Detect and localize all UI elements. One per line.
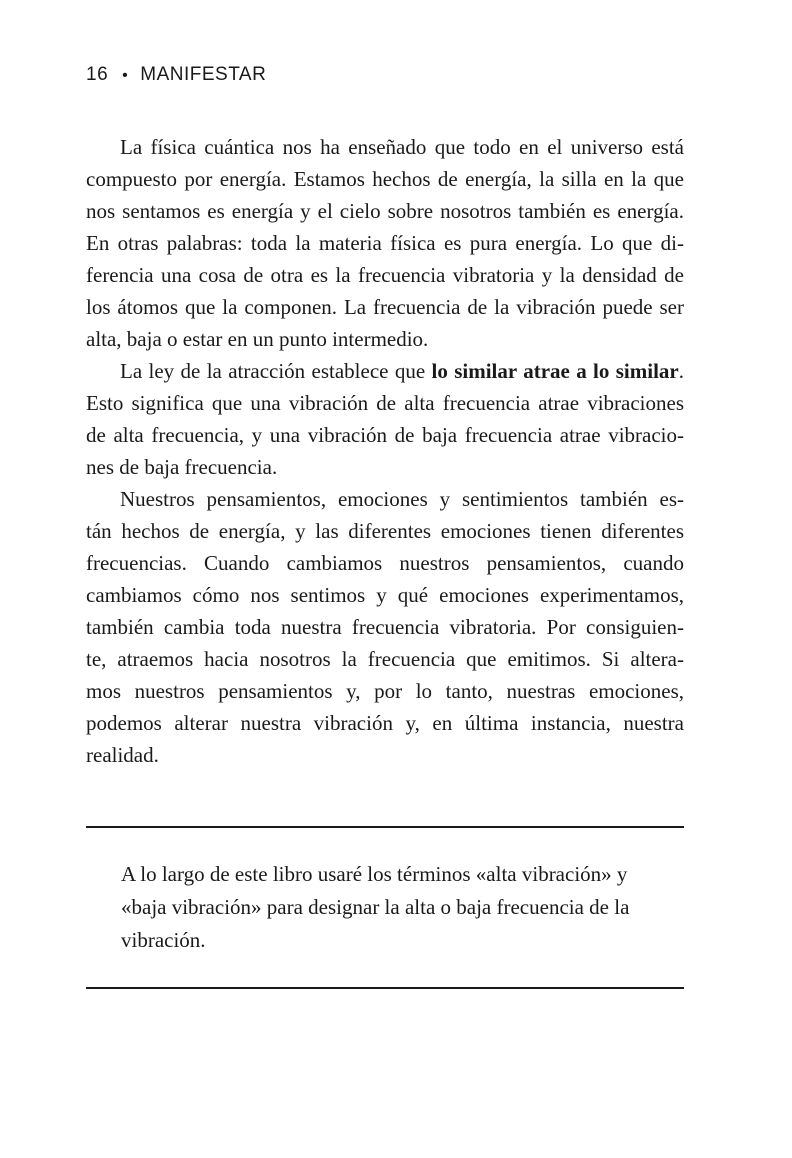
note-box-text: [121, 858, 661, 957]
note-line: vibración.: [121, 928, 206, 952]
text-line: de alta frecuencia, y una vibración de baja frecuencia atrae vibracio-: [86, 423, 684, 447]
text-line: tán hechos de energía, y las diferentes emociones tienen diferentes: [86, 519, 684, 543]
text-span: .: [678, 359, 684, 383]
text-line: En otras palabras: toda la materia física es pura energía. Lo que di-: [86, 231, 684, 255]
text-line: cambiamos cómo nos sentimos y qué emociones experimentamos,: [86, 583, 684, 607]
body-text: [86, 131, 684, 771]
note-top-rule: [86, 826, 684, 828]
text-line: alta, baja o estar en un punto intermedio.: [86, 327, 429, 351]
running-header: [86, 64, 266, 86]
text-line: compuesto por energía. Estamos hechos de energía, la silla en la que: [86, 167, 684, 191]
text-line: te, atraemos hacia nosotros la frecuencia que emitimos. Si altera-: [86, 647, 684, 671]
text-line: [86, 355, 684, 387]
note-bottom-rule: [86, 987, 684, 989]
text-span: La ley de la atracción establece que: [120, 359, 432, 383]
text-line: mos nuestros pensamientos y, por lo tanto, nuestras emociones,: [86, 679, 684, 703]
text-line: La física cuántica nos ha enseñado que todo en el universo está: [120, 135, 684, 159]
text-line: también cambia toda nuestra frecuencia vibratoria. Por consiguien-: [86, 615, 684, 639]
paragraph-2: [86, 355, 684, 483]
paragraph-1: [86, 131, 684, 355]
text-line: Esto significa que una vibración de alta frecuencia atrae vibraciones: [86, 391, 684, 415]
text-line: nes de baja frecuencia.: [86, 455, 278, 479]
text-line: Nuestros pensamientos, emociones y sentimientos también es-: [120, 487, 684, 511]
note-line: A lo largo de este libro usaré los términos «alta vibración» y: [121, 862, 628, 886]
text-line: nos sentamos es energía y el cielo sobre nosotros también es energía.: [86, 199, 684, 223]
bold-phrase: lo similar atrae a lo similar: [431, 359, 679, 383]
book-title: MANIFESTAR: [140, 64, 267, 85]
text-line: frecuencias. Cuando cambiamos nuestros pensamientos, cuando: [86, 551, 684, 575]
text-line: realidad.: [86, 743, 159, 767]
note-line: «baja vibración» para designar la alta o baja frecuencia de la: [121, 895, 630, 919]
header-separator: •: [122, 67, 129, 84]
text-line: los átomos que la componen. La frecuencia de la vibración puede ser: [86, 295, 684, 319]
paragraph-3: [86, 483, 684, 771]
page-number: 16: [86, 64, 109, 85]
text-line: ferencia una cosa de otra es la frecuencia vibratoria y la densidad de: [86, 263, 684, 287]
text-line: podemos alterar nuestra vibración y, en última instancia, nuestra: [86, 711, 684, 735]
